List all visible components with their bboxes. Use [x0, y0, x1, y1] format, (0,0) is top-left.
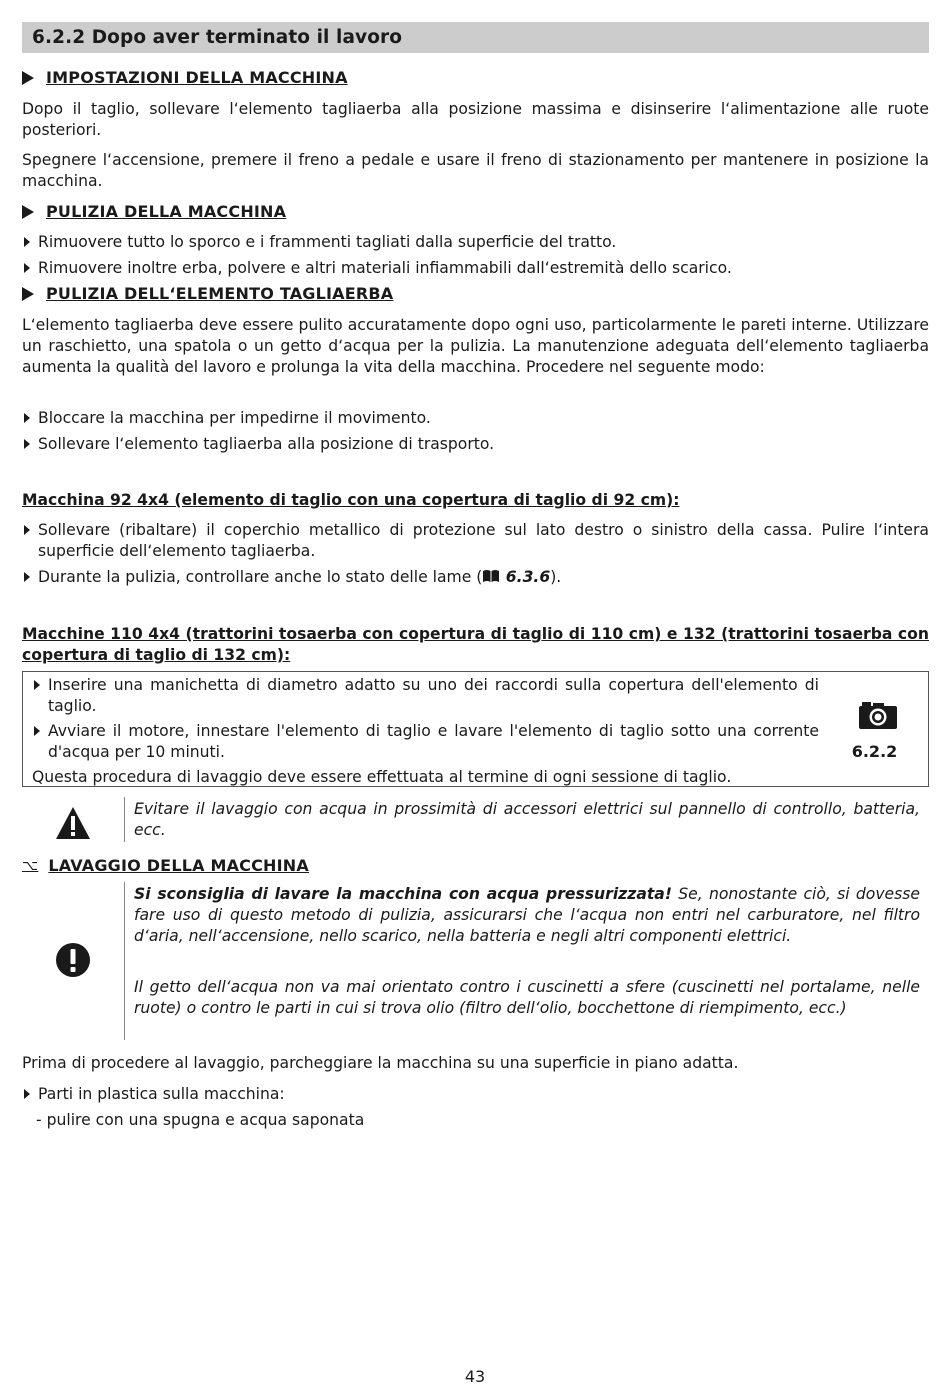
subheading-macchine-110: Macchine 110 4x4 (trattorini tosaerba con copertura di taglio di 110 cm) e 132 (trattorini tosaerba con copertura di taglio di 132 cm): — [22, 625, 929, 664]
list-item: Rimuovere tutto lo sporco e i frammenti tagliati dalla superficie del tratto. — [22, 232, 929, 253]
list-item: Durante la pulizia, controllare anche lo stato delle lame ( 6.3.6). — [22, 567, 929, 588]
bullet-icon — [24, 1089, 30, 1099]
exclamation-icon-wrap — [22, 942, 122, 978]
warning-icon-wrap — [22, 806, 122, 842]
warning-text: Evitare il lavaggio con acqua in prossimità di accessori elettrici sul pannello di controllo, batteria, ecc. — [134, 800, 920, 839]
bullet-icon — [24, 439, 30, 449]
paragraph: Dopo il taglio, sollevare l‘elemento tagliaerba alla posizione massima e disinserire l‘alimentazione alle ruote posteriori. — [22, 100, 929, 139]
list-item: Sollevare (ribaltare) il coperchio metallico di protezione sul lato destro o sinistro della cassa. Pulire l‘intera superficie dell‘elemento tagliaerba. — [22, 520, 929, 562]
triangle-right-icon — [22, 205, 34, 219]
divider — [124, 797, 125, 842]
list-item: Bloccare la macchina per impedirne il movimento. — [22, 408, 929, 429]
caution-paragraph: Il getto dell‘acqua non va mai orientato contro i cuscinetti a sfere (cuscinetti nel portalame, nelle ruote) o contro le parti in cui si trova olio (filtro dell‘olio, bocchettone di riempimento, ecc.) — [134, 978, 920, 1017]
page-number: 43 — [464, 1367, 486, 1386]
instruction-box — [22, 671, 929, 787]
bullet-icon — [24, 572, 30, 582]
option-key-icon: ⌥ — [22, 857, 39, 874]
heading-pulizia-macchina: PULIZIA DELLA MACCHINA — [22, 202, 286, 221]
bullet-icon — [24, 263, 30, 273]
caution-paragraph: Si sconsiglia di lavare la macchina con acqua pressurizzata! Se, nonostante ciò, si dovesse fare uso di questo metodo di pulizia, assicurarsi che l‘acqua non entri nel carburatore, nel filtro d‘aria, nell‘accensione, nello scarico, nella batteria e negli altri componenti elettrici. — [134, 885, 920, 945]
paragraph: L‘elemento tagliaerba deve essere pulito accuratamente dopo ogni uso, particolarmente le pareti interne. Utilizzare un raschietto, una spatola o un getto d‘acqua per la pulizia. La manutenzione adeguata dell‘elemento tagliaerba aumenta la qualità del lavoro e prolunga la vita della macchina. Procedere nel seguente modo: — [22, 316, 929, 376]
book-icon — [482, 569, 500, 583]
section-title: 6.2.2 Dopo aver terminato il lavoro — [32, 27, 403, 48]
bullet-icon — [24, 413, 30, 423]
subheading-macchina-92: Macchina 92 4x4 (elemento di taglio con una copertura di taglio di 92 cm): — [22, 491, 680, 509]
paragraph: Spegnere l‘accensione, premere il freno a pedale e usare il freno di stazionamento per mantenere in posizione la macchina. — [22, 151, 929, 190]
figure-number: 6.2.2 — [851, 742, 898, 761]
section-header — [22, 22, 929, 53]
heading-pulizia-elemento: PULIZIA DELL‘ELEMENTO TAGLIAERBA — [22, 284, 393, 303]
list-item: Inserire una manichetta di diametro adatto su uno dei raccordi sulla copertura dell'elemento di taglio. — [32, 675, 819, 717]
warning-icon — [55, 806, 91, 840]
paragraph: Prima di procedere al lavaggio, parcheggiare la macchina su una superficie in piano adatta. — [22, 1054, 739, 1072]
list-item: Parti in plastica sulla macchina: — [22, 1084, 929, 1105]
list-item: Rimuovere inoltre erba, polvere e altri materiali infiammabili dall‘estremità dello scarico. — [22, 258, 929, 279]
list-item: Avviare il motore, innestare l'elemento di taglio e lavare l'elemento di taglio sotto una corrente d'acqua per 10 minuti. — [32, 721, 819, 763]
bullet-icon — [34, 726, 40, 736]
cross-reference[interactable]: 6.3.6 — [505, 568, 551, 586]
sub-list-item: - pulire con una spugna e acqua saponata — [36, 1111, 365, 1129]
list-item: Sollevare l‘elemento tagliaerba alla posizione di trasporto. — [22, 434, 929, 455]
bullet-icon — [24, 237, 30, 247]
divider — [124, 882, 125, 1040]
figure-reference — [820, 672, 929, 786]
heading-impostazioni: IMPOSTAZIONI DELLA MACCHINA — [22, 68, 348, 87]
triangle-right-icon — [22, 287, 34, 301]
exclamation-circle-icon — [55, 942, 91, 978]
camera-icon — [858, 700, 898, 730]
bullet-icon — [24, 525, 30, 535]
note: Questa procedura di lavaggio deve essere effettuata al termine di ogni sessione di taglio. — [32, 768, 732, 786]
bullet-icon — [34, 680, 40, 690]
triangle-right-icon — [22, 71, 34, 85]
heading-lavaggio: ⌥ LAVAGGIO DELLA MACCHINA — [22, 856, 309, 875]
